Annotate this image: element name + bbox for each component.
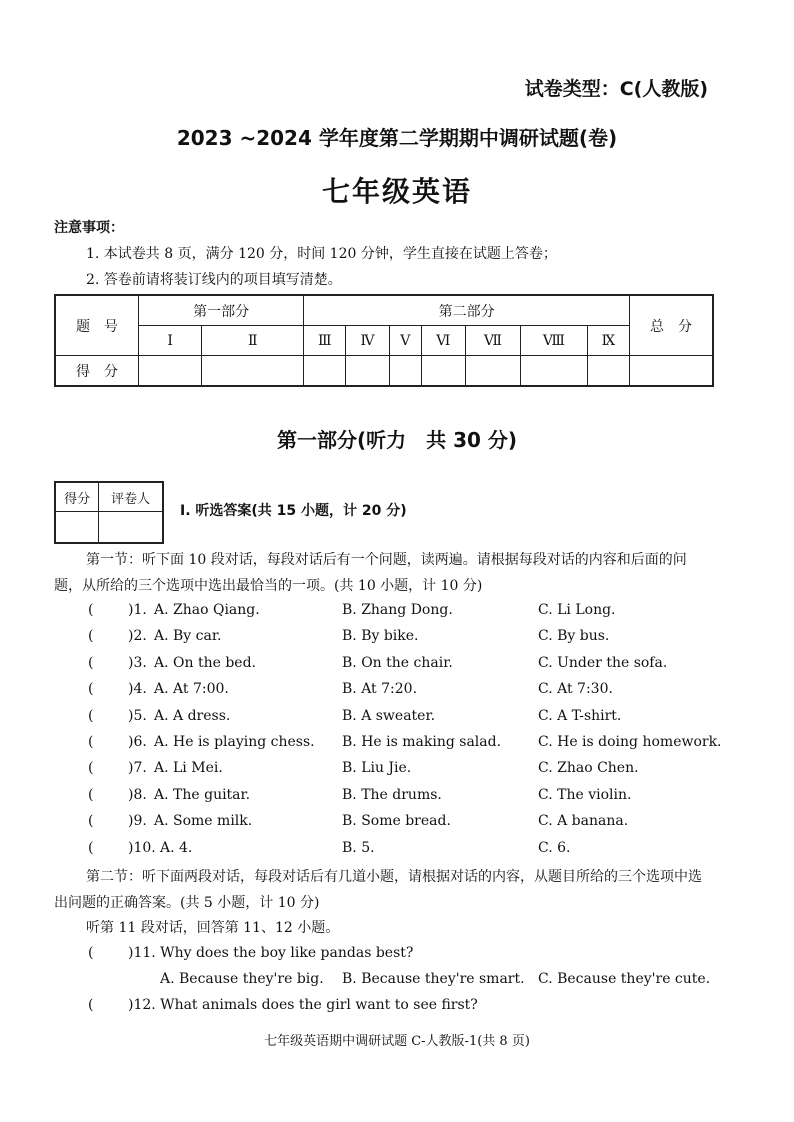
question-number-label: 题 号 [55, 295, 139, 356]
question-row [0, 681, 794, 707]
column-label: Ⅱ [202, 326, 304, 356]
column-label: Ⅵ [421, 326, 465, 356]
question-number: )3. [128, 654, 147, 671]
option-a: A. Some milk. [154, 813, 253, 830]
question-row [0, 708, 794, 734]
question-number: )9. [128, 813, 147, 830]
option-a: A. Zhao Qiang. [154, 602, 260, 618]
grader-score-label: 得分 [55, 482, 99, 512]
question-row [0, 602, 794, 628]
section2-instructions: 第二节：听下面两段对话，每段对话后有几道小题，请根据对话的内容，从题目所给的三个选项中选出问题的正确答案。(共 5 小题，计 10 分) [54, 869, 702, 911]
option-b: B. 5. [342, 839, 375, 856]
part1-header: 第一部分 [139, 295, 304, 326]
score-table [54, 294, 714, 387]
score-cell[interactable] [587, 356, 629, 387]
section1-instructions: 第一节：听下面 10 段对话，每段对话后有一个问题，读两遍。请根据每段对话的内容和后面的问题，从所给的三个选项中选出最恰当的一项。(共 10 小题，计 10 分) [54, 552, 687, 594]
option-c: C. Because they're cute. [538, 971, 711, 987]
part2-header: 第二部分 [304, 295, 630, 326]
score-cell[interactable] [465, 356, 520, 387]
column-label: Ⅰ [139, 326, 202, 356]
part1-heading: 第一部分(听力 共 30 分) [276, 428, 518, 452]
option-b: B. By bike. [342, 628, 419, 645]
page-footer: 七年级英语期中调研试题 C-人教版-1(共 8 页) [264, 1034, 530, 1049]
question-row-11 [0, 945, 794, 971]
answer-blank[interactable]: ( [88, 628, 94, 645]
score-cell[interactable] [139, 356, 202, 387]
option-c: C. Under the sofa. [538, 654, 668, 671]
option-b: B. At 7:20. [342, 681, 418, 698]
score-cell[interactable] [421, 356, 465, 387]
score-cell[interactable] [346, 356, 389, 387]
question-row [0, 655, 794, 681]
exam-subject: 七年级英语 [321, 175, 472, 208]
answer-blank[interactable]: ( [88, 681, 94, 698]
score-cell[interactable] [389, 356, 421, 387]
question-number: )8. [128, 786, 147, 803]
option-b: B. He is making salad. [342, 734, 502, 750]
question-number: )5. [128, 707, 147, 724]
option-b: B. Some bread. [342, 813, 451, 830]
column-label: Ⅲ [304, 326, 346, 356]
option-a: A. By car. [154, 628, 222, 645]
option-c: C. He is doing homework. [538, 734, 722, 750]
answer-blank[interactable]: ( [88, 945, 94, 961]
question-number: )1. [128, 602, 147, 618]
total-score-cell[interactable] [630, 356, 714, 387]
exam-title: 2023 ~2024 学年度第二学期期中调研试题(卷) [176, 126, 618, 150]
option-a: A. Li Mei. [154, 760, 223, 777]
answer-blank[interactable]: ( [88, 602, 94, 618]
total-score-label: 总 分 [630, 295, 714, 356]
answer-blank[interactable]: ( [88, 839, 94, 856]
question-number: )7. [128, 760, 147, 777]
option-b: B. On the chair. [342, 654, 453, 671]
option-b: B. Because they're smart. [342, 971, 525, 987]
column-label: Ⅸ [587, 326, 629, 356]
question-number: )10. [128, 839, 156, 856]
question-row [0, 813, 794, 839]
option-a: A. A dress. [154, 707, 231, 724]
option-a: A. At 7:00. [154, 681, 229, 698]
option-b: B. The drums. [342, 786, 442, 803]
score-cell[interactable] [521, 356, 588, 387]
question-row [0, 760, 794, 786]
option-c: C. A T-shirt. [538, 707, 622, 724]
column-label: Ⅶ [465, 326, 520, 356]
section-title: Ⅰ. 听选答案(共 15 小题，计 20 分) [180, 503, 407, 519]
grader-name-label: 评卷人 [99, 482, 163, 512]
dialog-11-intro: 听第 11 段对话，回答第 11、12 小题。 [86, 920, 340, 936]
exam-type: 试卷类型：C(人教版) [524, 78, 708, 100]
option-a: A. 4. [160, 839, 193, 856]
grader-box [54, 481, 164, 544]
option-b: B. A sweater. [342, 707, 436, 724]
question-number: )6. [128, 734, 147, 750]
grader-score-cell[interactable] [55, 512, 99, 544]
option-c: C. The violin. [538, 786, 632, 803]
score-cell[interactable] [304, 356, 346, 387]
option-a: A. Because they're big. [160, 971, 324, 987]
answer-blank[interactable]: ( [88, 997, 94, 1013]
option-a: A. On the bed. [154, 654, 256, 671]
answer-blank[interactable]: ( [88, 813, 94, 830]
answer-blank[interactable]: ( [88, 734, 94, 750]
answer-blank[interactable]: ( [88, 654, 94, 671]
answer-blank[interactable]: ( [88, 786, 94, 803]
column-label: Ⅷ [521, 326, 588, 356]
score-cell[interactable] [202, 356, 304, 387]
option-c: C. At 7:30. [538, 681, 613, 698]
option-a: A. The guitar. [154, 786, 251, 803]
question-stem: )12. What animals does the girl want to see first? [128, 997, 478, 1013]
column-label: Ⅴ [389, 326, 421, 356]
question-row [0, 787, 794, 813]
option-a: A. He is playing chess. [154, 734, 315, 750]
option-b: B. Zhang Dong. [342, 602, 453, 618]
option-b: B. Liu Jie. [342, 760, 412, 777]
answer-blank[interactable]: ( [88, 760, 94, 777]
question-number: )4. [128, 681, 147, 698]
column-label: Ⅳ [346, 326, 389, 356]
grader-name-cell[interactable] [99, 512, 163, 544]
question-row [0, 840, 794, 866]
score-row-label: 得 分 [55, 356, 139, 387]
question-row-12 [0, 997, 794, 1023]
question-options-11 [0, 971, 794, 997]
option-c: C. A banana. [538, 813, 629, 830]
option-c: C. Li Long. [538, 602, 616, 618]
question-row [0, 734, 794, 760]
question-number: )2. [128, 628, 147, 645]
option-c: C. By bus. [538, 628, 610, 645]
notes-heading: 注意事项： [54, 220, 124, 236]
question-row [0, 628, 794, 654]
question-stem: )11. Why does the boy like pandas best? [128, 945, 414, 961]
note-item-2: 2. 答卷前请将装订线内的项目填写清楚。 [86, 272, 342, 288]
answer-blank[interactable]: ( [88, 707, 94, 724]
note-item-1: 1. 本试卷共 8 页，满分 120 分，时间 120 分钟，学生直接在试题上答卷； [86, 246, 557, 262]
option-c: C. Zhao Chen. [538, 760, 639, 777]
option-c: C. 6. [538, 839, 571, 856]
